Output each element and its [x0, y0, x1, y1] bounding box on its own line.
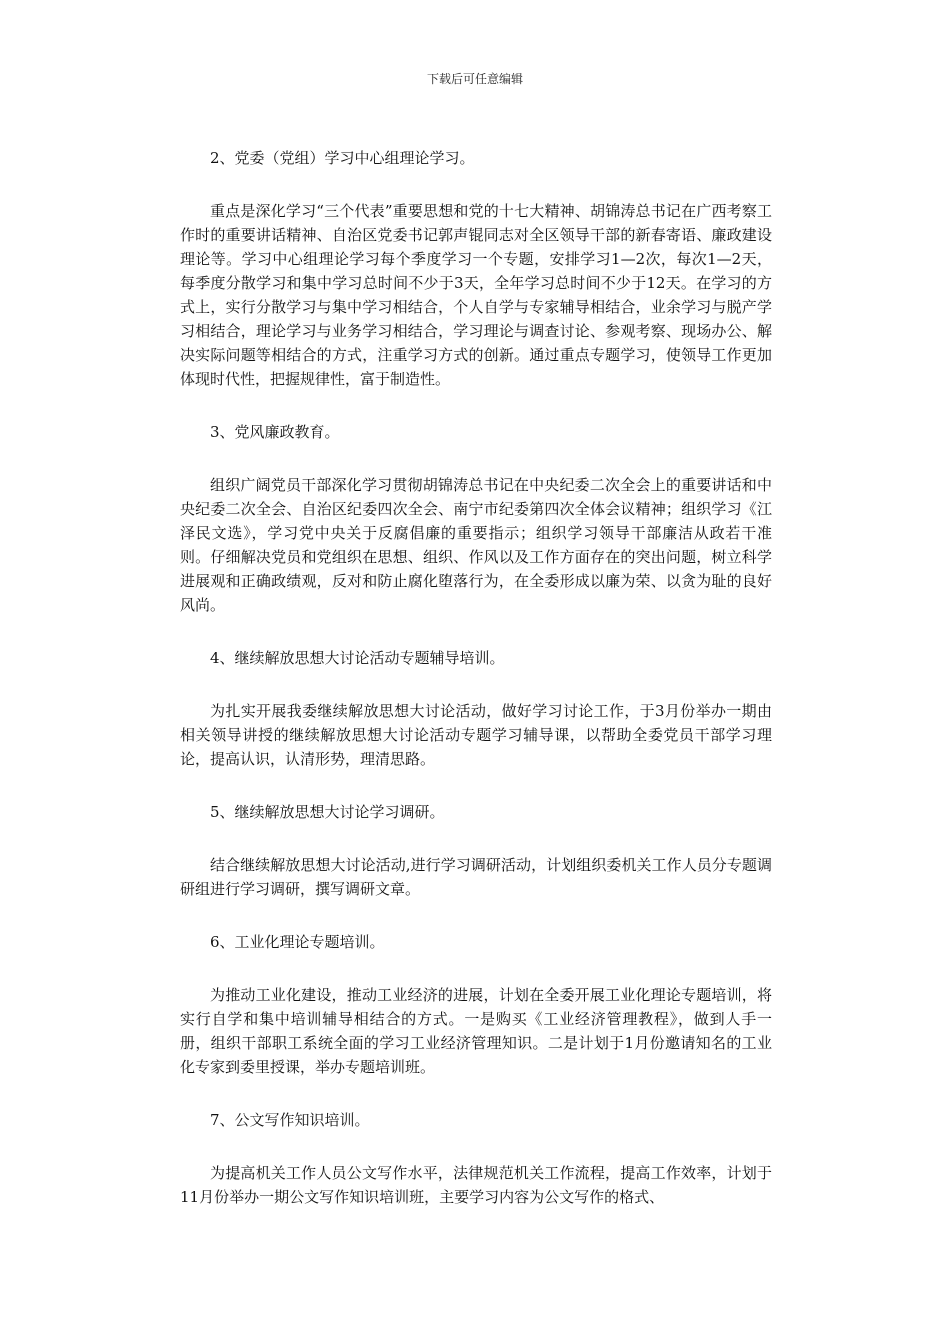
section-heading: 2、党委（党组）学习中心组理论学习。: [210, 149, 475, 167]
section-heading: 4、继续解放思想大讨论活动专题辅导培训。: [210, 649, 505, 667]
section-heading: 5、继续解放思想大讨论学习调研。: [210, 803, 445, 821]
document-body: [180, 146, 772, 1238]
section-body: 为扎实开展我委继续解放思想大讨论活动，做好学习讨论工作，于3月份举办一期由相关领导讲授的继续解放思想大讨论活动专题学习辅导课，以帮助全委党员干部学习理论，提高认识，认清形势，理清思路。: [180, 702, 772, 768]
section-heading: 7、公文写作知识培训。: [210, 1111, 370, 1129]
page-header: 下载后可任意编辑: [426, 72, 523, 86]
section-body: 为推动工业化建设，推动工业经济的进展，计划在全委开展工业化理论专题培训，将实行自学和集中培训辅导相结合的方式。一是购买《工业经济管理教程》，做到人手一册，组织干部职工系统全面的学习工业经济管理知识。二是计划于1月份邀请知名的工业化专家到委里授课，举办专题培训班。: [180, 986, 772, 1076]
section-heading: 6、工业化理论专题培训。: [210, 933, 385, 951]
section-body: 重点是深化学习“三个代表”重要思想和党的十七大精神、胡锦涛总书记在广西考察工作时的重要讲话精神、自治区党委书记郭声锟同志对全区领导干部的新春寄语、廉政建设理论等。学习中心组理论学习每个季度学习一个专题，安排学习1—2次，每次1—2天，每季度分散学习和集中学习总时间不少于3天，全年学习总时间不少于12天。在学习的方式上，实行分散学习与集中学习相结合，个人自学与专家辅导相结合，业余学习与脱产学习相结合，理论学习与业务学习相结合，学习理论与调查讨论、参观考察、现场办公、解决实际问题等相结合的方式，注重学习方式的创新。通过重点专题学习，使领导工作更加体现时代性，把握规律性，富于制造性。: [180, 202, 772, 388]
section-heading: 3、党风廉政教育。: [210, 423, 340, 441]
section-body: 结合继续解放思想大讨论活动,进行学习调研活动，计划组织委机关工作人员分专题调研组进行学习调研，撰写调研文章。: [180, 856, 772, 898]
section-body: 组织广阔党员干部深化学习贯彻胡锦涛总书记在中央纪委二次全会上的重要讲话和中央纪委二次全会、自治区纪委四次全会、南宁市纪委第四次全体会议精神；组织学习《江泽民文选》，学习党中央关于反腐倡廉的重要指示；组织学习领导干部廉洁从政若干准则。仔细解决党员和党组织在思想、组织、作风以及工作方面存在的突出问题，树立科学进展观和正确政绩观，反对和防止腐化堕落行为，在全委形成以廉为荣、以贪为耻的良好风尚。: [180, 476, 772, 614]
section-body: 为提高机关工作人员公文写作水平，法律规范机关工作流程，提高工作效率，计划于11月份举办一期公文写作知识培训班，主要学习内容为公文写作的格式、: [180, 1164, 772, 1206]
